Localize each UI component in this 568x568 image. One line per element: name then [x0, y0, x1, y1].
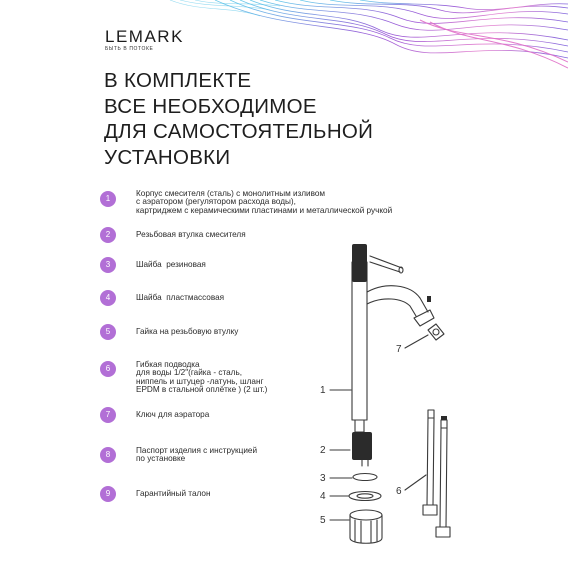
item-description: Паспорт изделия с инструкцией по установке [136, 446, 258, 464]
diagram-label-3: 3 [320, 473, 326, 484]
item-description: Шайба резиновая [136, 260, 206, 269]
page-title: В КОМПЛЕКТЕ ВСЕ НЕОБХОДИМОЕ ДЛЯ САМОСТОЯТЕЛЬНОЙ УСТАНОВКИ [104, 69, 374, 169]
brand-tagline: БЫТЬ В ПОТОКЕ [105, 46, 154, 52]
faucet-handle [370, 256, 403, 273]
item-description: Гарантийный талон [136, 489, 211, 498]
diagram-label-5: 5 [320, 515, 326, 526]
diagram-label-6: 6 [396, 486, 402, 497]
item-description: Гайка на резьбовую втулку [136, 327, 239, 336]
flexible-hoses [423, 410, 450, 537]
diagram-label-7: 7 [396, 344, 402, 355]
faucet-parts-drawing [290, 230, 568, 568]
item-description: Шайба пластмассовая [136, 293, 225, 302]
item-description: Корпус смесителя (сталь) с монолитным изливом с аэратором (регулятором расхода воды), картриджем с керамическими пластинами и металлической ручкой [136, 189, 393, 215]
item-number-badge: 7 [100, 407, 116, 423]
item-description: Ключ для аэратора [136, 410, 210, 419]
brand-logo [105, 28, 184, 52]
item-description: Резьбовая втулка смесителя [136, 230, 246, 239]
decorative-wave-header [0, 0, 568, 78]
item-number-badge: 9 [100, 486, 116, 502]
item-number-badge: 4 [100, 290, 116, 306]
diagram-label-1: 1 [320, 385, 326, 396]
item-number-badge: 1 [100, 191, 116, 207]
plastic-washer [349, 492, 381, 501]
item-number-badge: 2 [100, 227, 116, 243]
aerator-key [428, 324, 444, 340]
item-number-badge: 6 [100, 361, 116, 377]
brand-name: LEMARK [105, 27, 184, 46]
item-number-badge: 8 [100, 447, 116, 463]
mounting-nut [350, 510, 382, 543]
diagram-label-2: 2 [320, 445, 326, 456]
item-description: Гибкая подводка для воды 1/2"(гайка - сталь, ниппель и штуцер -латунь, шланг EPDM в стальной оплётке ) (2 шт.) [136, 360, 268, 395]
diagram-label-4: 4 [320, 491, 326, 502]
rubber-washer [353, 474, 377, 481]
faucet-body [352, 262, 434, 420]
item-number-badge: 3 [100, 257, 116, 273]
item-number-badge: 5 [100, 324, 116, 340]
